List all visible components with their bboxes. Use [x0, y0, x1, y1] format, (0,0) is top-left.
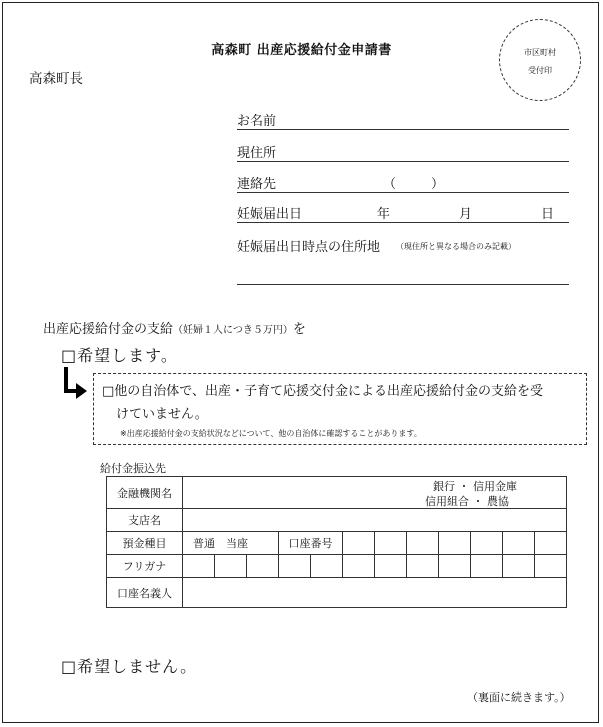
- transfer-destination-title: 給付金振込先: [100, 462, 166, 475]
- branch-label: 支店名: [107, 509, 183, 532]
- confirm-line2: けていません。: [116, 407, 208, 422]
- day-label: 日: [541, 207, 555, 222]
- continue-note: （裏面に続きます。）: [467, 691, 571, 704]
- name-field[interactable]: [237, 129, 569, 130]
- month-label: 月: [459, 207, 473, 222]
- account-number-digit-3[interactable]: [407, 532, 439, 555]
- furigana-cell-1[interactable]: [183, 555, 215, 578]
- institution-types-line2: 信用組合 ・ 農協: [425, 495, 509, 508]
- pregnancy-date-label: 妊娠届出日: [237, 207, 303, 222]
- furigana-label: フリガナ: [107, 555, 183, 578]
- furigana-cell-2[interactable]: [215, 555, 247, 578]
- furigana-cell-3[interactable]: [247, 555, 279, 578]
- furigana-cell-10[interactable]: [471, 555, 503, 578]
- other-municipality-confirmation: [93, 373, 587, 445]
- account-number-digit-6[interactable]: [503, 532, 535, 555]
- address-field[interactable]: [237, 161, 569, 162]
- account-number-digit-2[interactable]: [375, 532, 407, 555]
- furigana-cell-8[interactable]: [407, 555, 439, 578]
- payment-heading-note: （妊婦１人につき５万円）: [173, 325, 293, 336]
- institution-label: 金融機関名: [107, 477, 183, 509]
- contact-paren-close: ）: [431, 177, 445, 192]
- addressee: 高森町長: [29, 71, 83, 87]
- form-title: 高森町 出産応援給付金申請書: [211, 43, 392, 58]
- option-yes-checkbox[interactable]: □希望します。: [61, 346, 178, 365]
- arrow-down-right-icon: [61, 365, 91, 405]
- account-holder-label: 口座名義人: [107, 578, 183, 608]
- account-number-digit-1[interactable]: [343, 532, 375, 555]
- year-label: 年: [377, 207, 391, 222]
- reception-stamp-area: [499, 19, 581, 101]
- confirm-note: ※出産応援給付金の支給状況などについて、他の自治体に確認することがあります。: [120, 429, 422, 438]
- application-form: [2, 2, 599, 723]
- option-no-checkbox[interactable]: □希望しません。: [61, 657, 198, 676]
- furigana-cell-11[interactable]: [503, 555, 535, 578]
- address-label: 現住所: [237, 146, 277, 161]
- account-number-digit-7[interactable]: [535, 532, 567, 555]
- furigana-cell-6[interactable]: [343, 555, 375, 578]
- account-number-label: 口座番号: [279, 532, 343, 555]
- stamp-label-line1: 市区町村: [524, 48, 556, 57]
- branch-field[interactable]: [183, 509, 567, 532]
- confirm-checkbox-line1[interactable]: □他の自治体で、出産・子育て応援交付金による出産応援給付金の支給を受: [102, 384, 544, 399]
- furigana-cell-5[interactable]: [311, 555, 343, 578]
- name-label: お名前: [237, 114, 277, 129]
- payment-heading-text: 出産応援給付金の支給: [43, 322, 174, 337]
- contact-paren-open: （: [383, 177, 397, 192]
- payment-heading-suffix: を: [292, 322, 306, 337]
- pregnancy-address-label: 妊娠届出日時点の住所地: [237, 240, 381, 255]
- account-number-digit-4[interactable]: [439, 532, 471, 555]
- pregnancy-address-note: （現住所と異なる場合のみ記載）: [396, 242, 516, 251]
- pregnancy-address-field[interactable]: [237, 284, 569, 285]
- contact-label: 連絡先: [237, 177, 277, 192]
- account-type-label: 預金種目: [107, 532, 183, 555]
- account-type-options[interactable]: 普通 当座: [183, 532, 279, 555]
- pregnancy-date-field[interactable]: [237, 222, 569, 223]
- furigana-cell-9[interactable]: [439, 555, 471, 578]
- stamp-label-line2: 受付印: [528, 66, 552, 75]
- furigana-cell-12[interactable]: [535, 555, 567, 578]
- institution-field[interactable]: [183, 477, 567, 509]
- contact-field[interactable]: [237, 192, 569, 193]
- payment-heading: [43, 318, 306, 337]
- institution-types-line1: 銀行 ・ 信用金庫: [433, 480, 517, 493]
- furigana-cell-7[interactable]: [375, 555, 407, 578]
- bank-account-table: [106, 476, 567, 608]
- account-number-digit-5[interactable]: [471, 532, 503, 555]
- furigana-cell-4[interactable]: [279, 555, 311, 578]
- account-holder-field[interactable]: [183, 578, 567, 608]
